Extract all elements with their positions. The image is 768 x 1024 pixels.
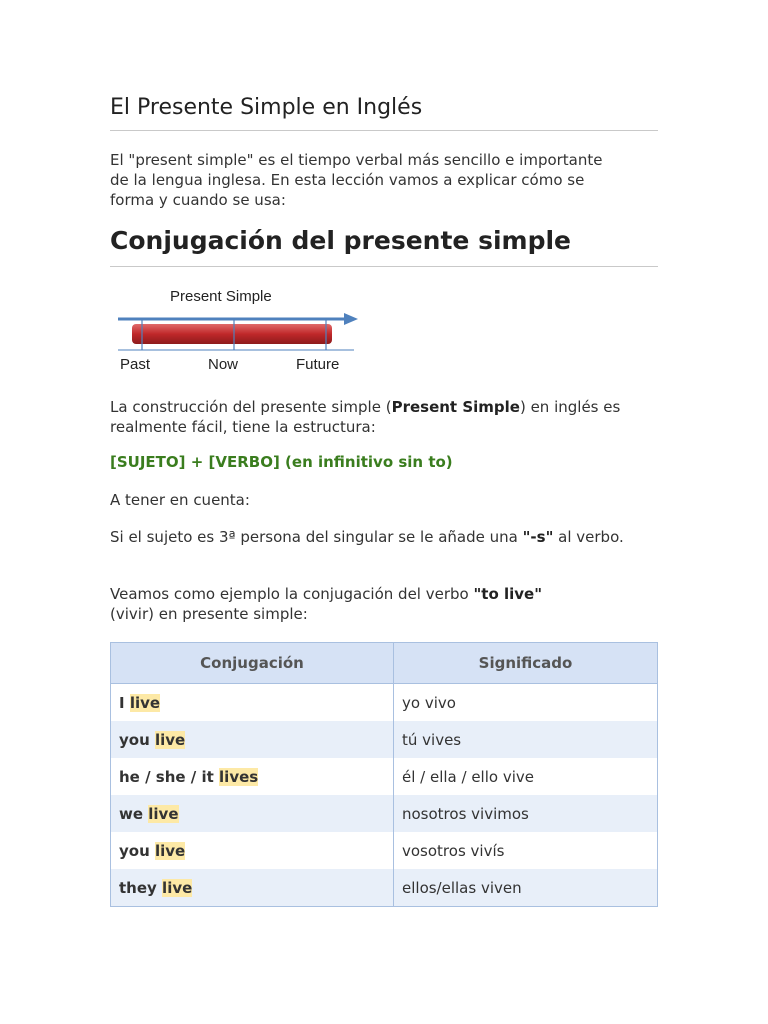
- table-row: [111, 832, 658, 869]
- table-row: [111, 758, 658, 795]
- note-heading: A tener en cuenta:: [110, 491, 250, 509]
- conjugation-cell: [111, 832, 394, 869]
- structure-formula: [SUJETO] + [VERBO] (en infinitivo sin to): [110, 453, 453, 471]
- subject: we: [119, 804, 144, 823]
- subject: you: [119, 730, 150, 749]
- example-text-after: (vivir) en presente simple:: [110, 605, 308, 623]
- construction-bold: Present Simple: [391, 398, 520, 416]
- table-row: [111, 721, 658, 758]
- timeline-arrowhead: [344, 313, 358, 325]
- meaning-cell: tú vives: [394, 721, 658, 758]
- subject: you: [119, 841, 150, 860]
- conjugation-cell: [111, 684, 394, 722]
- header-significado: Significado: [394, 643, 658, 684]
- timeline-title: Present Simple: [170, 288, 272, 305]
- timeline-label-past: Past: [120, 356, 151, 373]
- conjugation-cell: [111, 758, 394, 795]
- section-heading: Conjugación del presente simple: [110, 224, 658, 267]
- third-person-rule: [110, 527, 658, 547]
- table-row: [111, 869, 658, 907]
- subject: he / she / it: [119, 767, 214, 786]
- timeline-diagram: [118, 286, 368, 381]
- subject: they: [119, 878, 157, 897]
- example-paragraph: [110, 584, 580, 624]
- verb-highlight: live: [148, 804, 179, 823]
- verb-highlight: lives: [219, 767, 259, 786]
- example-bold: "to live": [473, 585, 543, 603]
- verb-highlight: live: [155, 841, 186, 860]
- meaning-cell: yo vivo: [394, 684, 658, 722]
- verb-highlight: live: [162, 878, 193, 897]
- timeline-bar: [132, 324, 332, 344]
- verb-highlight: live: [129, 693, 161, 712]
- table-row: [111, 684, 658, 722]
- verb-highlight: live: [155, 730, 186, 749]
- table-row: [111, 795, 658, 832]
- header-conjugacion: Conjugación: [111, 643, 394, 684]
- construction-text-after: ) en inglés es realmente fácil, tiene la estructura:: [110, 398, 621, 436]
- meaning-cell: nosotros vivimos: [394, 795, 658, 832]
- intro-paragraph: El "present simple" es el tiempo verbal más sencillo e importante de la lengua inglesa. En esta lección vamos a explicar cómo se forma y cuando se usa:: [110, 151, 603, 209]
- meaning-cell: vosotros vivís: [394, 832, 658, 869]
- conjugation-cell: [111, 721, 394, 758]
- conjugation-cell: [111, 795, 394, 832]
- subject: I: [119, 693, 125, 712]
- conjugation-table: [110, 642, 658, 907]
- timeline-label-now: Now: [208, 356, 239, 373]
- rule-bold: "-s": [522, 528, 554, 546]
- timeline-label-future: Future: [296, 356, 340, 373]
- conjugation-cell: [111, 869, 394, 907]
- rule-text-before: Si el sujeto es 3ª persona del singular se le añade una: [110, 528, 523, 546]
- meaning-cell: ellos/ellas viven: [394, 869, 658, 907]
- construction-paragraph: [110, 397, 630, 437]
- meaning-cell: él / ella / ello vive: [394, 758, 658, 795]
- table-header-row: [111, 643, 658, 684]
- construction-text-before: La construcción del presente simple (: [110, 398, 392, 416]
- page-title: El Presente Simple en Inglés: [110, 94, 658, 131]
- example-text-before: Veamos como ejemplo la conjugación del verbo: [110, 585, 474, 603]
- rule-text-after: al verbo.: [553, 528, 624, 546]
